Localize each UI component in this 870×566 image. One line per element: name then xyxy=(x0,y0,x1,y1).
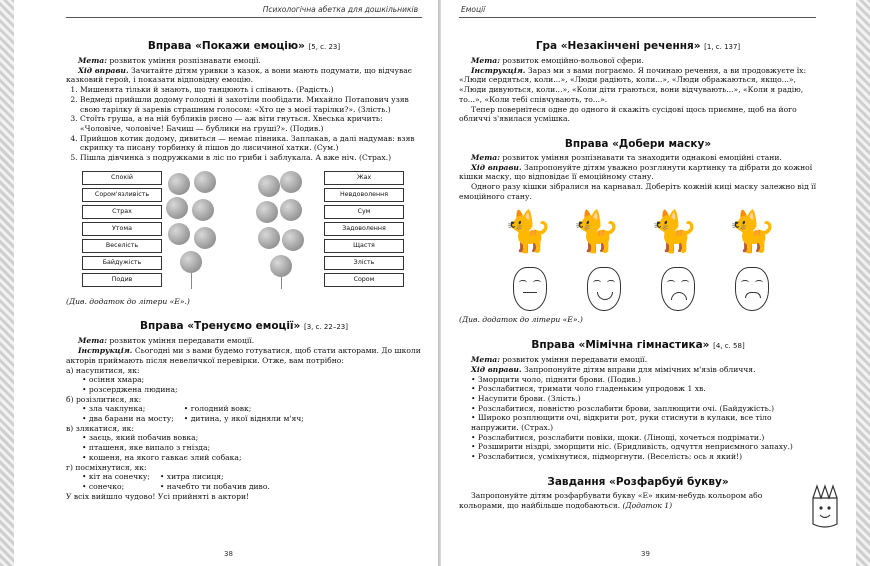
mask-happy xyxy=(587,267,621,311)
subtask-heading: а) насупитися, як: xyxy=(66,365,140,375)
exercise-title: Вправа «Тренуємо емоції» [3, с. 22–23] xyxy=(140,320,348,333)
emotion-balloons-illustration xyxy=(66,171,422,291)
appendix-note: (Див. додаток до літери «Е».) xyxy=(459,315,583,325)
list-item: 5. Пішла дівчинка з подружками в ліс по гриби і заблукала. А вже ніч. (Страх.) xyxy=(80,153,422,163)
course: Хід вправи. Зачитайте дітям уривки з казок, а вони мають подумати, що відчуває казковий герой, і показати відповідну емоцію. xyxy=(66,65,413,85)
balloon-face xyxy=(258,175,280,197)
list-item: • Розширити ніздрі, зморщити ніс. (Бридливість, одчуття неприємного запаху.) xyxy=(471,442,817,452)
balloon-face xyxy=(258,227,280,249)
list-item: 1. Мишенята тільки й знають, що танцюють і співають. (Радість.) xyxy=(80,85,422,95)
list-item: 4. Прийшов котик додому, дивиться — немає півника. Заплакав, а далі надумав: взяв скрипку та писану торбинку й пішов до лисичиної хатки. (Сум.) xyxy=(80,134,422,153)
list-item: • два барани на мосту; xyxy=(82,414,174,424)
body-text: Запропонуйте дітям розфарбувати букву «Е» яким-небудь кольором або кольорами, що найбільше подобаються. (Додаток 1) xyxy=(459,490,763,510)
list-item: • зла чаклунка; xyxy=(82,404,174,414)
right-content xyxy=(459,24,817,510)
running-head: Емоції xyxy=(461,5,486,14)
list-item: • Насупити брови. (Злість.) xyxy=(471,394,817,404)
balloon-face xyxy=(270,255,292,277)
subtask-heading: б) розізлитися, як: xyxy=(66,394,142,404)
goal: Мета: розвиток уміння передавати емоції. xyxy=(471,355,648,365)
bullet-list xyxy=(459,375,817,462)
list-item: • осіння хмара; xyxy=(82,375,422,385)
emotion-label: Веселість xyxy=(82,239,162,253)
running-head: Психологічна абетка для дошкільників xyxy=(262,5,418,14)
list-item: • кіт на сонечку; xyxy=(82,472,150,482)
exercise-title: Завдання «Розфарбуй букву» xyxy=(547,475,729,488)
goal: Мета: розвиток емоційно-вольової сфери. xyxy=(471,56,644,65)
list-item: • Розслабитися, усміхнутися, підморгнути. (Веселість: ось я який!) xyxy=(471,452,817,462)
header-rule xyxy=(459,17,816,18)
cat-drawing: 🐈 xyxy=(727,209,777,256)
emotion-label: Спокій xyxy=(82,171,162,185)
exercise-title: Вправа «Добери маску» xyxy=(564,137,712,150)
balloon-face xyxy=(180,251,202,273)
left-content xyxy=(66,24,422,501)
emotion-label: Сум xyxy=(324,205,404,219)
list-item: • пташеня, яке випало з гнізда; xyxy=(82,443,422,453)
course: Хід вправи. Запропонуйте дітям уважно розглянути картинку та дібрати до кожної кішки маску, що відповідає її емоційному стану. xyxy=(459,162,813,182)
balloon-string xyxy=(191,273,192,289)
cats-illustration xyxy=(459,205,817,263)
list-item: • Широко розплющити очі, відкрити рот, руки стиснути в кулаки, все тіло напружити. (Страх.) xyxy=(471,413,817,432)
decorative-border-right xyxy=(856,0,870,566)
instruction: Інструкція. Зараз ми з вами пограємо. Я починаю речення, а ви продовжуєте їх: «Люди сердяться, коли...», «Люди радіють, коли...», «Люди ображаються, якщо...», «Люди дивуються, коли...», «Коли діти граються, вони відчувають...», «Коли я радію, то...», «Коли тебі співчувають, то...». xyxy=(459,65,806,104)
closing-line: У всіх вийшло чудово! Усі прийняті в актори! xyxy=(66,491,250,501)
list-item: 3. Стоїть груша, а на ній бубликів рясно — аж віти гнуться. Хвеська кричить: «Чоловіче, чоловіче! Бачиш — бублики на груші?». (Подив.) xyxy=(80,114,422,133)
balloon-face xyxy=(194,227,216,249)
two-column-list xyxy=(66,404,422,423)
emotion-label: Задоволення xyxy=(324,222,404,236)
subtask-heading: в) злякатися, як: xyxy=(66,423,134,433)
emotion-label: Страх xyxy=(82,205,162,219)
balloon-face xyxy=(280,199,302,221)
emotion-label: Байдужість xyxy=(82,256,162,270)
mask-neutral xyxy=(513,267,547,311)
list-item: • голодний вовк; xyxy=(184,404,304,414)
course: Хід вправи. Запропонуйте дітям вправи для мімічних м'язів обличчя. xyxy=(471,364,756,374)
list-item: 2. Ведмеді прийшли додому голодні й захотіли пообідати. Михайло Потапович узяв свою тарілку й заревів страшним голосом: «Хто це з моєї тарілки?». (Злість.) xyxy=(80,95,422,114)
list-item: • Розслабитися, розслабити повіки, щоки. (Лінощі, хочеться подрімати.) xyxy=(471,433,817,443)
balloon-face xyxy=(192,199,214,221)
bullet-list xyxy=(66,433,422,462)
masks-illustration xyxy=(459,267,817,315)
list-item: • сонечко; xyxy=(82,482,150,492)
emotion-label: Утома xyxy=(82,222,162,236)
list-item: • Розслабитися, тримати чоло гладеньким упродовж 1 хв. xyxy=(471,384,817,394)
list-item: • Зморщити чоло, підняти брови. (Подив.) xyxy=(471,375,817,385)
cat-drawing: 🐈 xyxy=(649,209,699,256)
emotion-label: Сором'язливість xyxy=(82,188,162,202)
page-number: 39 xyxy=(641,550,650,558)
list-item: • кошеня, на якого гавкає злий собака; xyxy=(82,453,422,463)
header-rule xyxy=(66,17,422,18)
exercise-title: Вправа «Мімічна гімнастика» [4, с. 58] xyxy=(531,339,745,352)
emotion-label: Невдоволення xyxy=(324,188,404,202)
instruction: Інструкція. Сьогодні ми з вами будемо готуватися, щоб стати акторами. До школи акторів приймають після невеличкої перевірки. Отже, вам потрібно: xyxy=(66,346,421,365)
appendix-note: (Див. додаток до літери «Е».) xyxy=(66,296,190,306)
balloon-string xyxy=(281,277,282,289)
two-column-list xyxy=(66,472,422,491)
exercise-title: Вправа «Покажи емоцію» [5, с. 23] xyxy=(147,40,341,52)
list-item: • дитина, у якої відняли м'яч; xyxy=(184,414,304,424)
right-page xyxy=(441,0,856,566)
balloon-face xyxy=(168,173,190,195)
list-item: • розсерджена людина; xyxy=(82,385,422,395)
subtask-heading: г) посміхнутися, як: xyxy=(66,462,147,472)
list-item: • заєць, який побачив вовка; xyxy=(82,433,422,443)
mask-angry xyxy=(735,267,769,311)
emotion-label: Жах xyxy=(324,171,404,185)
body-text: Одного разу кішки зібралися на карнавал. Доберіть кожній киці маску залежно від її емоційного стану. xyxy=(459,182,817,201)
mask-sad xyxy=(661,267,695,311)
emotion-label: Сором xyxy=(324,273,404,287)
left-page xyxy=(14,0,438,566)
letter-pencil-character-icon xyxy=(809,484,841,530)
emotion-label: Щастя xyxy=(324,239,404,253)
list-item: • хитра лисиця; xyxy=(160,472,270,482)
cat-drawing: 🐈 xyxy=(571,209,621,256)
balloon-face xyxy=(282,229,304,251)
balloon-face xyxy=(256,201,278,223)
emotion-label: Подив xyxy=(82,273,162,287)
decorative-border-left xyxy=(0,0,14,566)
story-list xyxy=(66,85,422,163)
cat-drawing: 🐈 xyxy=(503,209,553,256)
emotion-label: Злість xyxy=(324,256,404,270)
bullet-list xyxy=(66,375,422,394)
balloon-face xyxy=(280,171,302,193)
list-item: • начебто ти побачив диво. xyxy=(160,482,270,492)
goal: Мета: розвиток уміння передавати емоції. xyxy=(78,336,255,346)
balloon-face xyxy=(168,223,190,245)
balloon-face xyxy=(166,197,188,219)
exercise-title: Гра «Незакінчені речення» [1, с. 137] xyxy=(535,40,741,52)
page-number: 38 xyxy=(224,550,233,558)
balloon-face xyxy=(194,171,216,193)
list-item: • Розслабитися, повністю розслабити брови, заплющити очі. (Байдужість.) xyxy=(471,404,817,414)
body-text: Тепер повернітеся одне до одного й скажіть сусідові щось приємне, щоб на його обличчі з'явилася усмішка. xyxy=(459,104,797,124)
goal: Мета: розвиток уміння розпізнавати емоції. xyxy=(78,56,261,65)
goal: Мета: розвиток уміння розпізнавати та знаходити однакові емоційні стани. xyxy=(471,152,782,162)
